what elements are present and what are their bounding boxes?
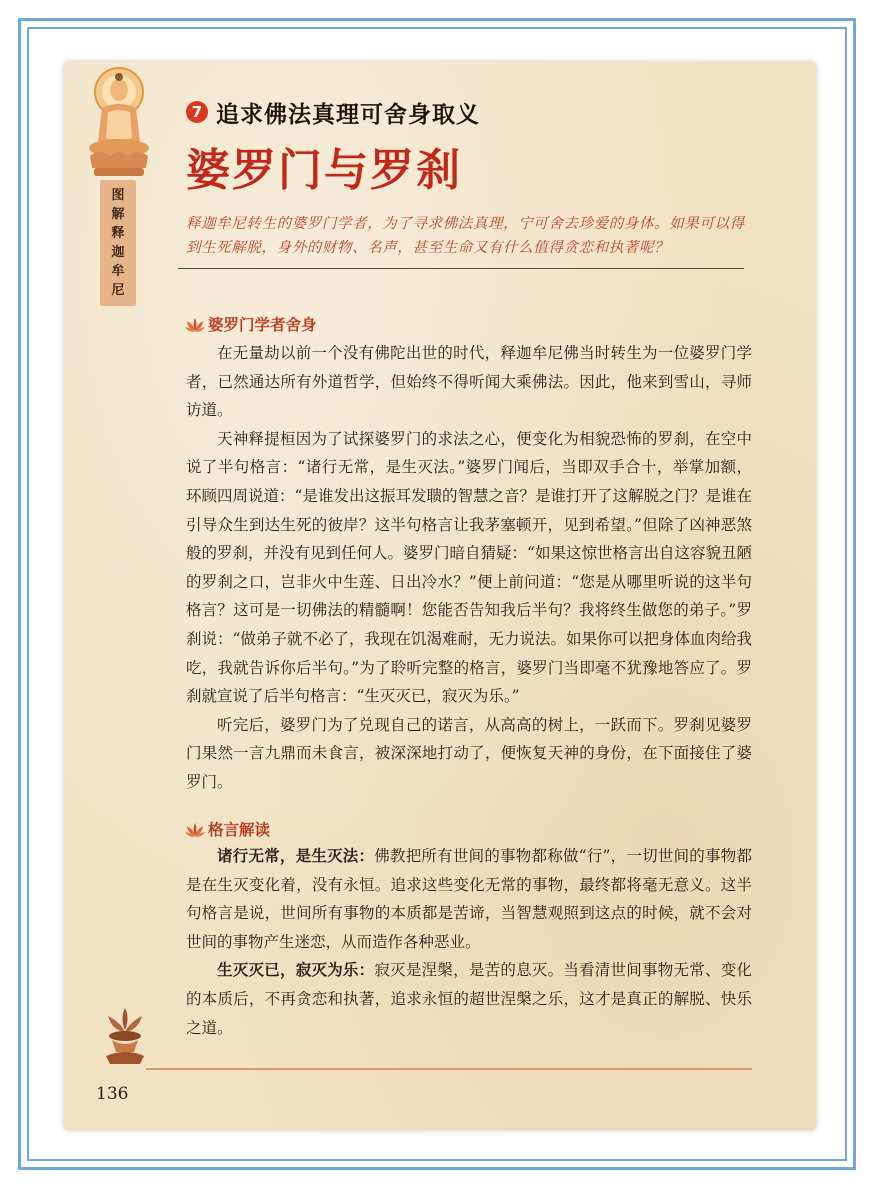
section-heading-1 [184,313,317,335]
paragraph: 天神释提桓因为了试探婆罗门的求法之心，便变化为相貌恐怖的罗刹，在空中说了半句格言：“诸行无常，是生灭法。”婆罗门闻后，当即双手合十，举掌加额，环顾四周说道：“是谁发出这振耳发聩的智慧之音？是谁打开了这解脱之门？是谁在引导众生到达生死的彼岸？这半句格言让我茅塞顿开，见到希望。”但除了凶神恶煞般的罗刹，并没有见到任何人。婆罗门暗自猜疑：“如果这惊世格言出自这容貌丑陋的罗刹之口，岂非火中生莲、日出冷水？”便上前问道：“您是从哪里听说的这半句格言？这可是一切佛法的精髓啊！您能否告知我后半句？我将终生做您的弟子。”罗刹说：“做弟子就不必了，我现在饥渴难耐，无力说法。如果你可以把身体血肉给我吃，我就告诉你后半句。”为了聆听完整的格言，婆罗门当即毫不犹豫地答应了。罗刹就宣说了后半句格言：“生灭灭已，寂灭为乐。” [186,429,752,706]
page-number: 136 [96,1084,129,1104]
intro-text: 释迦牟尼转生的婆罗门学者，为了寻求佛法真理，宁可舍去珍爱的身体。如果可以得到生死解脱，身外的财物、名声，甚至生命又有什么值得贪恋和执著呢？ [186,216,745,256]
lotus-icon [184,822,206,838]
section-1-body [186,339,752,797]
side-label-char: 解 [111,207,125,222]
maxim-explanation [186,842,752,956]
maxim-term: 生灭灭已，寂灭为乐： [217,961,375,980]
section-heading-2 [184,818,270,840]
title-divider [178,268,744,269]
section-heading-2-label: 格言解读 [208,821,271,839]
side-label-char: 释 [111,226,125,241]
maxim-text: 佛教把所有世间的事物都称做“行”，一切世间的事物都是在生灭变化着，没有永恒。追求这些变化无常的事物，最终都将毫无意义。这半句格言是说，世间所有事物的本质都是苦谛，当智慧观照到这点的时候，就不会对世间的事物产生迷恋，从而造作各种恶业。 [186,847,752,951]
side-label-char: 图 [111,188,125,203]
section-heading-1-label: 婆罗门学者舍身 [208,316,317,334]
paragraph: 在无量劫以前一个没有佛陀出世的时代，释迦牟尼佛当时转生为一位婆罗门学者，已然通达所有外道哲学，但始终不得听闻大乘佛法。因此，他来到雪山，寻师访道。 [186,344,752,420]
side-label-char: 尼 [111,283,125,298]
section-2-body [186,842,752,1042]
page-title: 婆罗门与罗刹 [186,145,462,196]
maxim-text: 寂灭是涅槃，是苦的息灭。当看清世间事物无常、变化的本质后，不再贪恋和执著，追求永恒的超世涅槃之乐，这才是真正的解脱、快乐之道。 [186,961,752,1037]
lotus-ornament-icon [100,1004,150,1068]
footer-rule [146,1068,752,1070]
side-label-char: 牟 [111,264,125,279]
paragraph: 听完后，婆罗门为了兑现自己的诺言，从高高的树上，一跃而下。罗刹见婆罗门果然一言九鼎而未食言，被深深地打动了，便恢复天神的身份，在下面接住了婆罗门。 [186,715,752,791]
side-label-char: 迦 [111,245,125,260]
chapter-subtitle: 追求佛法真理可舍身取义 [216,101,480,128]
buddha-figure-icon [80,64,158,182]
maxim-term: 诸行无常，是生灭法： [217,847,375,865]
maxim-explanation [186,956,752,1042]
side-label-strip [100,180,136,306]
chapter-number-badge: 7 [186,101,208,123]
lotus-icon [184,317,206,333]
side-label-text [100,186,136,300]
